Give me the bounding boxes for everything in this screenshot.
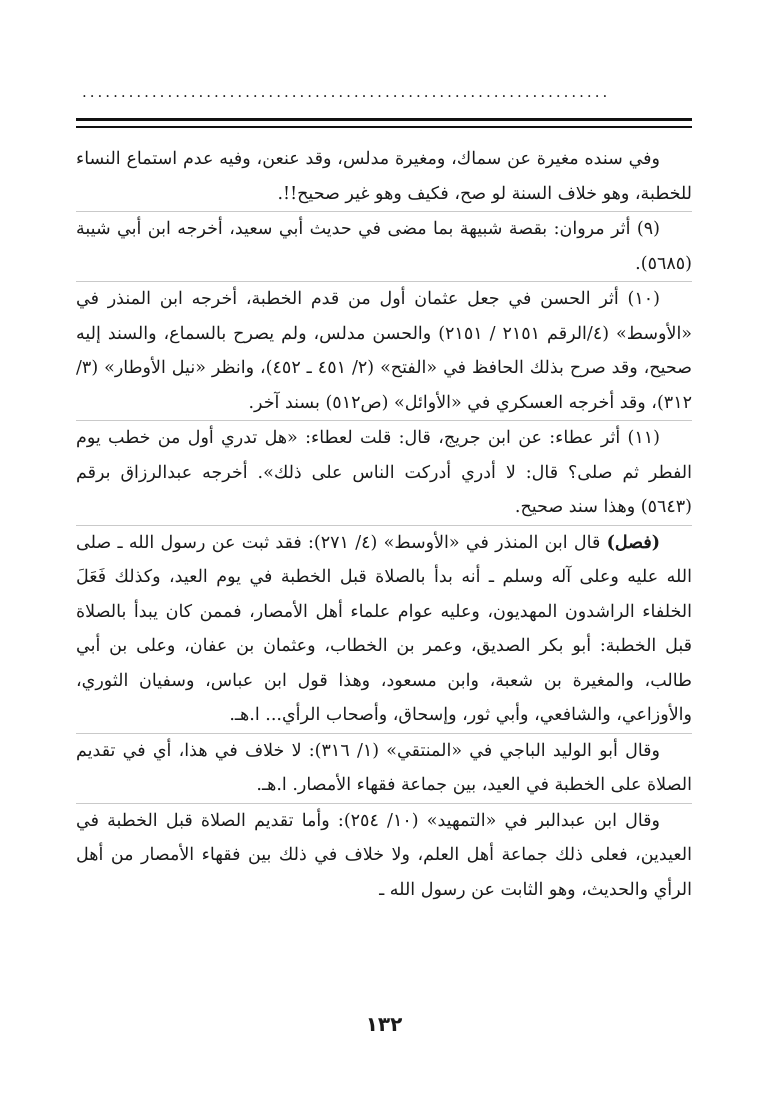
- section-lead: (فصل): [606, 532, 660, 553]
- paragraph-5: [76, 526, 692, 733]
- paragraph-6: وقال أبو الوليد الباجي في «المنتقي» (١/ ٣١٦): لا خلاف في هذا، أي في تقديم الصلاة على الخطبة في العيد، بين جماعة فقهاء الأمصار. ا.هـ.: [76, 740, 692, 795]
- paragraph-3: (١٠) أثر الحسن في جعل عثمان أول من قدم الخطبة، أخرجه ابن المنذر في «الأوسط» (٤/الرقم ٢١٥١ / ٢١٥١) والحسن مدلس، ولم يصرح بالسماع، والسند إليه صحيح، وقد صرح بذلك الحافظ في «الفتح» (٢/ ٤٥١ ـ ٤٥٢)، وانظر «نيل الأوطار» (٣/ ٣١٢)، وقد أخرجه العسكري في «الأوائل» (ص٥١٢) بسند آخر.: [76, 289, 693, 413]
- page-number: ١٣٢: [365, 1012, 403, 1036]
- header-rule-thick: [76, 118, 692, 121]
- header-rule-thin: [76, 126, 692, 128]
- body-text: [76, 142, 692, 907]
- paragraph-5-text: قال ابن المنذر في «الأوسط» (٤/ ٢٧١): فقد ثبت عن رسول الله ـ صلى الله عليه وعلى آله وسلم ـ أنه بدأ بالصلاة قبل الخطبة في يوم العيد، وكذلك فَعَلَ الخلفاء الراشدون المهديون، وعليه عوام علماء أهل الأمصار، فممن كان يبدأ بالصلاة قبل الخطبة: أبو بكر الصديق، وعمر بن الخطاب، وعثمان بن عفان، وعلى بن أبي طالب، والمغيرة بن شعبة، وابن مسعود، وهذا قول ابن عباس، وسفيان الثوري، والأوزاعي، والشافعي، وأبي ثور، وإسحاق، وأصحاب الرأي... ا.هـ.: [76, 532, 692, 725]
- paragraph-2: (٩) أثر مروان: بقصة شبيهة بما مضى في حديث أبي سعيد، أخرجه ابن أبي شيبة (٥٦٨٥).: [76, 219, 692, 274]
- header-dotted-line: ....................................................................: [82, 84, 611, 100]
- paragraph-4: (١١) أثر عطاء: عن ابن جريج، قال: قلت لعطاء: «هل تدري أول من خطب يوم الفطر ثم صلى؟ قال: لا أدري أدركت الناس على ذلك». أخرجه عبدالرزاق برقم (٥٦٤٣) وهذا سند صحيح.: [76, 428, 692, 517]
- paragraph-1: وفي سنده مغيرة عن سماك، ومغيرة مدلس، وقد عنعن، وفيه عدم استماع النساء للخطبة، وهو خلاف السنة لو صح، فكيف وهو غير صحيح!!.: [76, 149, 692, 204]
- paragraph-7: وقال ابن عبدالبر في «التمهيد» (١٠/ ٢٥٤): وأما تقديم الصلاة قبل الخطبة في العيدين، فعلى ذلك جماعة أهل العلم، ولا خلاف في ذلك بين فقهاء الأمصار من أهل الرأي والحديث، وهو الثابت عن رسول الله ـ: [76, 810, 692, 900]
